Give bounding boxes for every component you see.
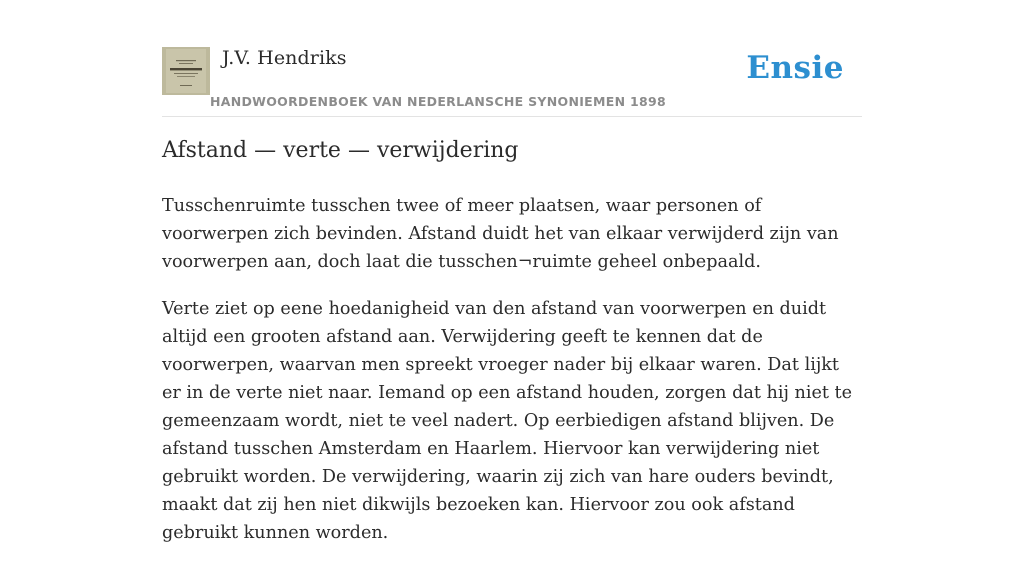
brand-logo[interactable]: Ensie (746, 50, 844, 86)
paragraph: Verte ziet op eene hoedanigheid van den afstand van voorwerpen en duidt altijd een grooten afstand aan. Verwijdering geeft te kennen dat de voorwerpen, waarvan men spreekt vroeger nader bij elkaar waren. Dat lijkt er in de verte niet naar. Iemand op een afstand houden, zorgen dat hij niet te gemeenzaam wordt, niet te veel nadert. Op eerbiedigen afstand blijven. De afstand tusschen Amsterdam en Haarlem. Hiervoor kan verwijdering niet gebruikt worden. De verwijdering, waarin zij zich van hare ouders bevindt, maakt dat zij hen niet dikwijls bezoeken kan. Hiervoor zou ook afstand gebruikt kunnen worden. (162, 299, 853, 543)
entry-body (162, 192, 862, 566)
paragraph: Tusschenruimte tusschen twee of meer plaatsen, waar personen of voorwerpen zich bevinden. Afstand duidt het van elkaar verwijderd zijn van voorwerpen aan, doch laat die tusschen¬ruimte geheel onbepaald. (162, 196, 839, 272)
source-title[interactable]: HANDWOORDENBOEK VAN NEDERLANSCHE SYNONIEMEN 1898 (210, 94, 667, 109)
book-cover-icon[interactable] (162, 47, 210, 95)
header (162, 44, 862, 117)
author-name[interactable]: J.V. Hendriks (222, 47, 347, 69)
page-title: Afstand — verte — verwijdering (162, 138, 519, 163)
